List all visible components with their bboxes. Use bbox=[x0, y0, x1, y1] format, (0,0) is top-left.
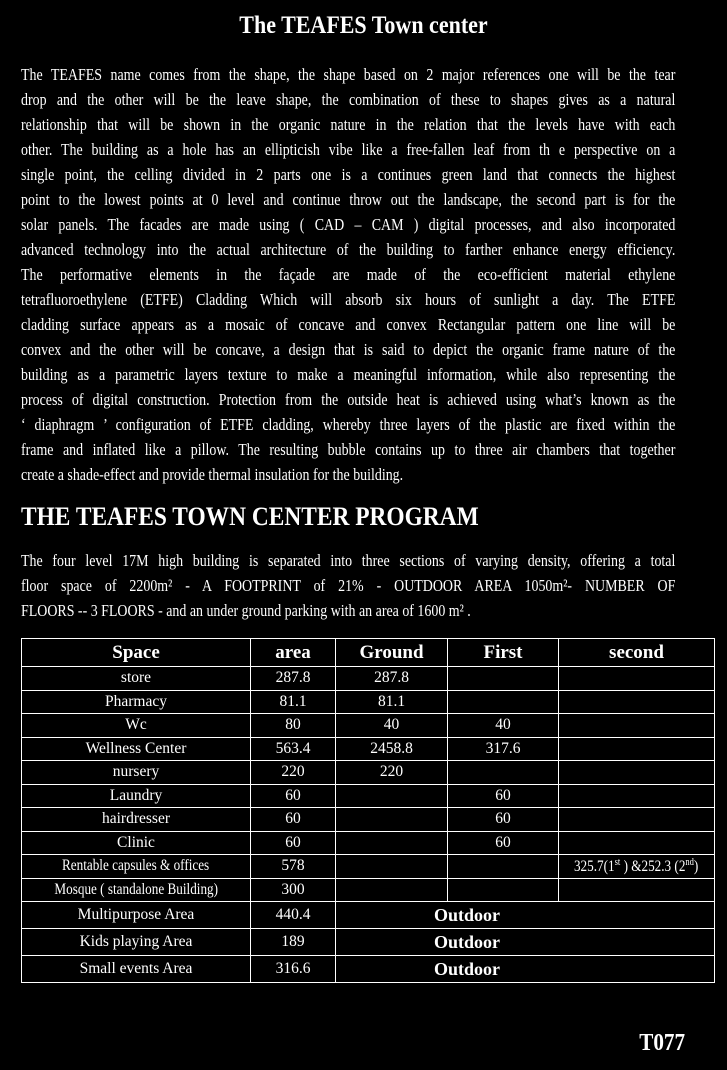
cell-second bbox=[559, 831, 715, 855]
cell-space: Wc bbox=[22, 714, 251, 738]
intro-line: building as a parametric layers texture to make a meaningful information, while also representing the bbox=[21, 365, 676, 384]
cell-second bbox=[559, 808, 715, 832]
cell-ground bbox=[336, 808, 448, 832]
cell-second bbox=[559, 737, 715, 761]
program-line: The four level 17M high building is separated into three sections of varying density, offering a total bbox=[21, 551, 676, 570]
cell-area: 300 bbox=[251, 878, 336, 902]
cell-ground bbox=[336, 784, 448, 808]
cell-outdoor: Outdoor bbox=[336, 902, 715, 929]
table-row-outdoor bbox=[22, 929, 715, 956]
cell-space-text: Mosque ( standalone Building) bbox=[54, 880, 218, 898]
table-row bbox=[22, 784, 715, 808]
page-title: The TEAFES Town center bbox=[239, 12, 488, 39]
intro-line-last: create a shade-effect and provide thermal insulation for the building. bbox=[21, 465, 404, 484]
table-row bbox=[22, 737, 715, 761]
cell-ground bbox=[336, 831, 448, 855]
table-row bbox=[22, 761, 715, 785]
cell-area: 287.8 bbox=[251, 667, 336, 691]
cell-space: Laundry bbox=[22, 784, 251, 808]
intro-line: ‘ diaphragm ’ configuration of ETFE cladding, whereby three layers of the plastic are fixed within the bbox=[21, 415, 676, 434]
table-row-outdoor bbox=[22, 956, 715, 983]
intro-line: The performative elements in the façade are made of the eco-efficient material ethylene bbox=[21, 265, 676, 284]
program-line: floor space of 2200m² - A FOOTPRINT of 21% - OUTDOOR AREA 1050m²- NUMBER OF bbox=[21, 576, 676, 595]
cell-ground: 81.1 bbox=[336, 690, 448, 714]
program-line-last: FLOORS -- 3 FLOORS - and an under ground parking with an area of 1600 m² . bbox=[21, 601, 471, 620]
table-row bbox=[22, 831, 715, 855]
cell-space: Clinic bbox=[22, 831, 251, 855]
intro-line: frame and inflated like a pillow. The resulting bubble contains up to three air chambers that together bbox=[21, 440, 676, 459]
cell-outdoor: Outdoor bbox=[336, 929, 715, 956]
cell-second bbox=[559, 667, 715, 691]
cell-area: 189 bbox=[251, 929, 336, 956]
cell-ground: 220 bbox=[336, 761, 448, 785]
cell-first bbox=[448, 855, 559, 879]
second-part-a: 325.7(1 bbox=[574, 857, 615, 875]
table-row bbox=[22, 878, 715, 902]
intro-line: advanced technology into the actual architecture of the building to farther enhance energy efficiency. bbox=[21, 240, 676, 259]
cell-space: hairdresser bbox=[22, 808, 251, 832]
cell-first: 60 bbox=[448, 784, 559, 808]
cell-space: Kids playing Area bbox=[22, 929, 251, 956]
cell-area: 563.4 bbox=[251, 737, 336, 761]
cell-space: Multipurpose Area bbox=[22, 902, 251, 929]
cell-ground: 2458.8 bbox=[336, 737, 448, 761]
second-part-b: ) &252.3 (2 bbox=[620, 857, 686, 875]
cell-area: 80 bbox=[251, 714, 336, 738]
cell-space bbox=[22, 855, 251, 879]
cell-space: nursery bbox=[22, 761, 251, 785]
cell-area: 60 bbox=[251, 808, 336, 832]
intro-line: point to the lowest points at 0 level and continue throw out the landscape, the second part is for the bbox=[21, 190, 676, 209]
cell-first bbox=[448, 761, 559, 785]
intro-line: single point, the celling divided in 2 parts one is a continues green land that connects the highest bbox=[21, 165, 676, 184]
intro-line: solar panels. The facades are made using ( CAD – CAM ) digital processes, and also incorporated bbox=[21, 215, 676, 234]
program-paragraph bbox=[21, 548, 675, 623]
cell-first: 40 bbox=[448, 714, 559, 738]
intro-line: tetrafluoroethylene (ETFE) Cladding Which will absorb six hours of sunlight a day. The ETFE bbox=[21, 290, 676, 309]
table-row-outdoor bbox=[22, 902, 715, 929]
second-part-c: ) bbox=[694, 857, 699, 875]
header-ground: Ground bbox=[336, 639, 448, 667]
cell-second bbox=[559, 690, 715, 714]
table-row bbox=[22, 808, 715, 832]
table-row bbox=[22, 690, 715, 714]
cell-area: 60 bbox=[251, 784, 336, 808]
cell-first bbox=[448, 667, 559, 691]
cell-first: 60 bbox=[448, 831, 559, 855]
program-table bbox=[21, 638, 715, 983]
second-sup-2: nd bbox=[685, 856, 695, 868]
header-area: area bbox=[251, 639, 336, 667]
intro-line: drop and the other will be the leave shape, the combination of these to shapes gives as a natural bbox=[21, 90, 676, 109]
cell-second bbox=[559, 855, 715, 879]
cell-space bbox=[22, 878, 251, 902]
cell-area: 440.4 bbox=[251, 902, 336, 929]
cell-space: Small events Area bbox=[22, 956, 251, 983]
cell-first: 317.6 bbox=[448, 737, 559, 761]
second-sup-1: st bbox=[614, 856, 621, 868]
cell-area: 220 bbox=[251, 761, 336, 785]
cell-first bbox=[448, 690, 559, 714]
intro-line: cladding surface appears as a mosaic of concave and convex Rectangular pattern one line will be bbox=[21, 315, 676, 334]
intro-line: convex and the other will be concave, a design that is said to depict the organic frame nature of the bbox=[21, 340, 676, 359]
cell-second bbox=[559, 878, 715, 902]
table-row bbox=[22, 667, 715, 691]
cell-second bbox=[559, 714, 715, 738]
program-heading: THE TEAFES TOWN CENTER PROGRAM bbox=[21, 502, 479, 531]
intro-line: other. The building as a hole has an ellipticish vibe like a free-fallen leaf from th e perspective on a bbox=[21, 140, 676, 159]
page-code: T077 bbox=[639, 1030, 685, 1056]
cell-second-text bbox=[574, 857, 698, 876]
cell-ground: 287.8 bbox=[336, 667, 448, 691]
intro-paragraph bbox=[21, 62, 675, 487]
cell-space-text: Rentable capsules & offices bbox=[62, 857, 210, 875]
intro-line: process of digital construction. Protection from the outside heat is achieved using what’s known as the bbox=[21, 390, 676, 409]
cell-area: 60 bbox=[251, 831, 336, 855]
cell-outdoor: Outdoor bbox=[336, 956, 715, 983]
cell-ground: 40 bbox=[336, 714, 448, 738]
cell-ground bbox=[336, 855, 448, 879]
table-row bbox=[22, 855, 715, 879]
cell-space: Wellness Center bbox=[22, 737, 251, 761]
table-row bbox=[22, 714, 715, 738]
cell-area: 81.1 bbox=[251, 690, 336, 714]
header-space: Space bbox=[22, 639, 251, 667]
cell-space: Pharmacy bbox=[22, 690, 251, 714]
cell-ground bbox=[336, 878, 448, 902]
header-first: First bbox=[448, 639, 559, 667]
cell-first bbox=[448, 878, 559, 902]
cell-first: 60 bbox=[448, 808, 559, 832]
cell-second bbox=[559, 784, 715, 808]
header-second: second bbox=[559, 639, 715, 667]
intro-line: relationship that will be shown in the organic nature in the relation that the levels have with each bbox=[21, 115, 676, 134]
cell-area: 316.6 bbox=[251, 956, 336, 983]
table-header-row bbox=[22, 639, 715, 667]
cell-second bbox=[559, 761, 715, 785]
cell-area: 578 bbox=[251, 855, 336, 879]
cell-space: store bbox=[22, 667, 251, 691]
intro-line: The TEAFES name comes from the shape, the shape based on 2 major references one will be the tear bbox=[21, 65, 676, 84]
